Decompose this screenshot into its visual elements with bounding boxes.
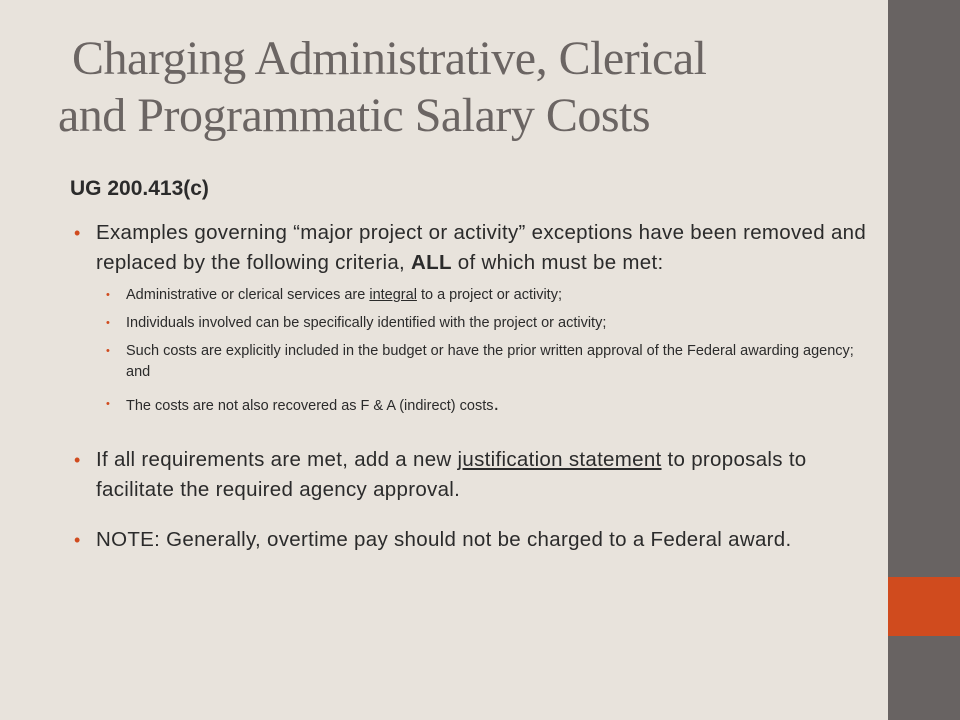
bullet-note: • NOTE: Generally, overtime pay should not be charged to a Federal award. [70, 523, 870, 557]
sub-bullet-dot: • [106, 317, 110, 329]
bullet-examples [70, 218, 870, 278]
bullet-dot: • [74, 223, 81, 243]
bullet-dot: • [74, 530, 81, 550]
underlined-integral: integral [369, 287, 417, 303]
sub-bullet-dot: • [106, 398, 110, 410]
bullet-dot: • [74, 450, 81, 470]
slide-body [70, 174, 870, 557]
criteria-item: • Such costs are explicitly included in the budget or have the prior written approval of the Federal awarding agency; and [106, 343, 854, 380]
emphasis-all: ALL [411, 251, 452, 274]
underlined-justification-statement: justification statement [457, 448, 662, 471]
title-line-2: and Programmatic Salary Costs [58, 89, 651, 142]
sub-bullet-dot: • [106, 289, 110, 301]
criteria-item: • The costs are not also recovered as F & A (indirect) costs. [106, 393, 500, 415]
sub-bullet-dot: • [106, 345, 110, 357]
criteria-item: • Administrative or clerical services are integral to a project or activity; [70, 285, 870, 306]
criteria-item: • Individuals involved can be specifically identified with the project or activity; [70, 313, 870, 334]
bullet-text-end: of which must be met: [451, 251, 664, 274]
criteria-list [70, 285, 870, 417]
bullet-text: Examples governing “major project or activity” exceptions have been removed and replaced by the following criteria, [96, 221, 867, 274]
bullet-justification: • If all requirements are met, add a new justification statement to proposals to facilitate the required agency approval. [70, 445, 870, 505]
regulation-reference: UG 200.413(c) [70, 177, 209, 200]
slide-title [58, 30, 878, 144]
title-line-1: Charging Administrative, Clerical [72, 32, 707, 85]
orange-accent-block [888, 577, 960, 636]
